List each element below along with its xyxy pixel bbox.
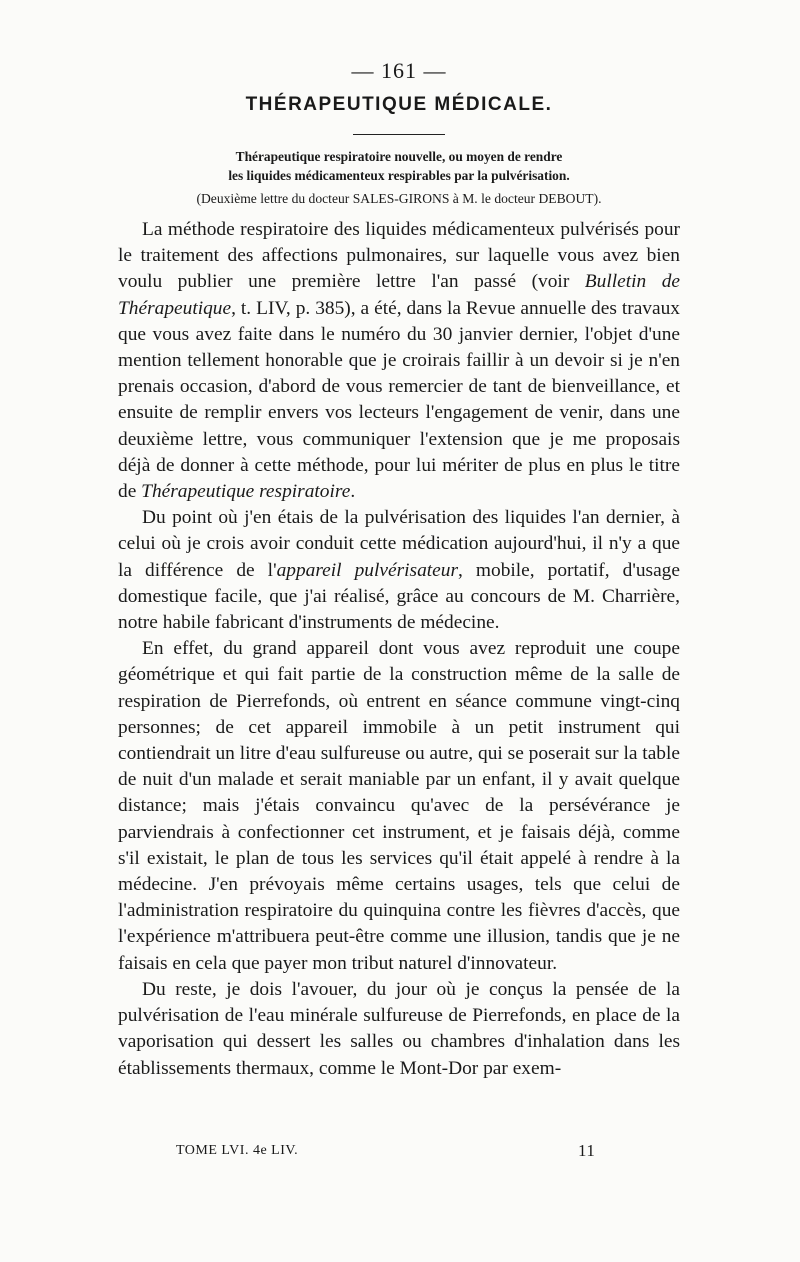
paragraph-1 — [118, 217, 680, 505]
paragraph-1-italic-bulletin: Bulletin de Thérapeutique — [118, 271, 681, 319]
paragraph-2-text-c: , mobile, portatif, d'usage domestique facile, que j'ai réalisé, grâce au concours de M. Charrière, notre habile fabricant d'instruments de médecine. — [118, 559, 680, 634]
article-subtitle: (Deuxième lettre du docteur SALES-GIRONS à M. le docteur DEBOUT). — [196, 191, 602, 206]
paragraph-3: En effet, du grand appareil dont vous avez reproduit une coupe géométrique et qui fait partie de la construction même de la salle de respiration de Pierrefonds, où entrent en séance commune vingt-cinq personnes; de cet appareil immobile à un petit instrument qui contiendrait un litre d'eau sulfureuse ou autre, qui se poserait sur la table de nuit d'un malade et serait maniable par un enfant, il y avait quelque distance; mais j'étais convaincu qu'avec de la persévérance je parviendrais à confectionner cet instrument, et je faisais déjà, comme s'il existait, le plan de tous les services qu'il était appelé à rendre à la médecine. J'en prévoyais même certains usages, tels que celui de l'administration respiratoire du quinquina contre les fièvres d'accès, que l'expérience m'attribuera peut-être comme une illusion, tandis que je ne faisais en cela que payer mon tribut naturel d'innovateur. — [118, 638, 680, 974]
paragraph-1-text-e: . — [350, 481, 356, 503]
footer-sheet-number: 11 — [578, 1141, 596, 1160]
paragraph-1-text-c: , t. LIV, p. 385), a été, dans la Revue annuelle des travaux que vous avez faite dans le numéro du 30 janvier dernier, l'objet d'une mention tellement honorable que je croirais faillir à un devoir si je n'en prenais occasion, d'abord de vous remercier de tant de bienveillance, et ensuite de remplir envers vos lecteurs l'engagement de venir, dans une deuxième lettre, vous communiquer l'extension que je me proposais déjà de donner à cette méthode, pour lui mériter de plus en plus le titre de — [118, 297, 680, 503]
paragraph-2 — [118, 505, 680, 636]
document-page — [118, 58, 680, 1082]
article-heading — [118, 147, 680, 185]
paragraph-1-text-a: La méthode respiratoire des liquides médicamenteux pulvérisés pour le traitement des affections pulmonaires, sur laquelle vous avez bien voulu publier une première lettre l'an passé (voir — [118, 219, 680, 293]
footer-signature: TOME LVI. 4e LIV. — [176, 1143, 299, 1158]
paragraph-1-italic-therapeutique: Thérapeutique respiratoire — [141, 481, 351, 503]
article-body — [118, 217, 680, 1082]
section-title: THÉRAPEUTIQUE MÉDICALE. — [245, 94, 553, 115]
page-number: — 161 — — [351, 58, 447, 83]
paragraph-2-italic-appareil: appareil pulvérisateur — [276, 559, 459, 581]
paragraph-4: Du reste, je dois l'avouer, du jour où je conçus la pensée de la pulvérisation de l'eau minérale sulfureuse de Pierrefonds, en place de la vaporisation qui dessert les salles ou chambres d'inhalation dans les établissements thermaux, comme le Mont-Dor par exem- — [118, 978, 680, 1079]
article-heading-line-2: les liquides médicamenteux respirables par la pulvérisation. — [228, 168, 570, 183]
paragraph-2-text-a: Du point où j'en étais de la pulvérisation des liquides l'an dernier, à celui où je crois avoir conduit cette médication aujourd'hui, il n'y a que la différence de l' — [118, 507, 680, 581]
title-rule — [353, 134, 445, 135]
article-heading-line-1: Thérapeutique respiratoire nouvelle, ou moyen de rendre — [235, 149, 563, 164]
